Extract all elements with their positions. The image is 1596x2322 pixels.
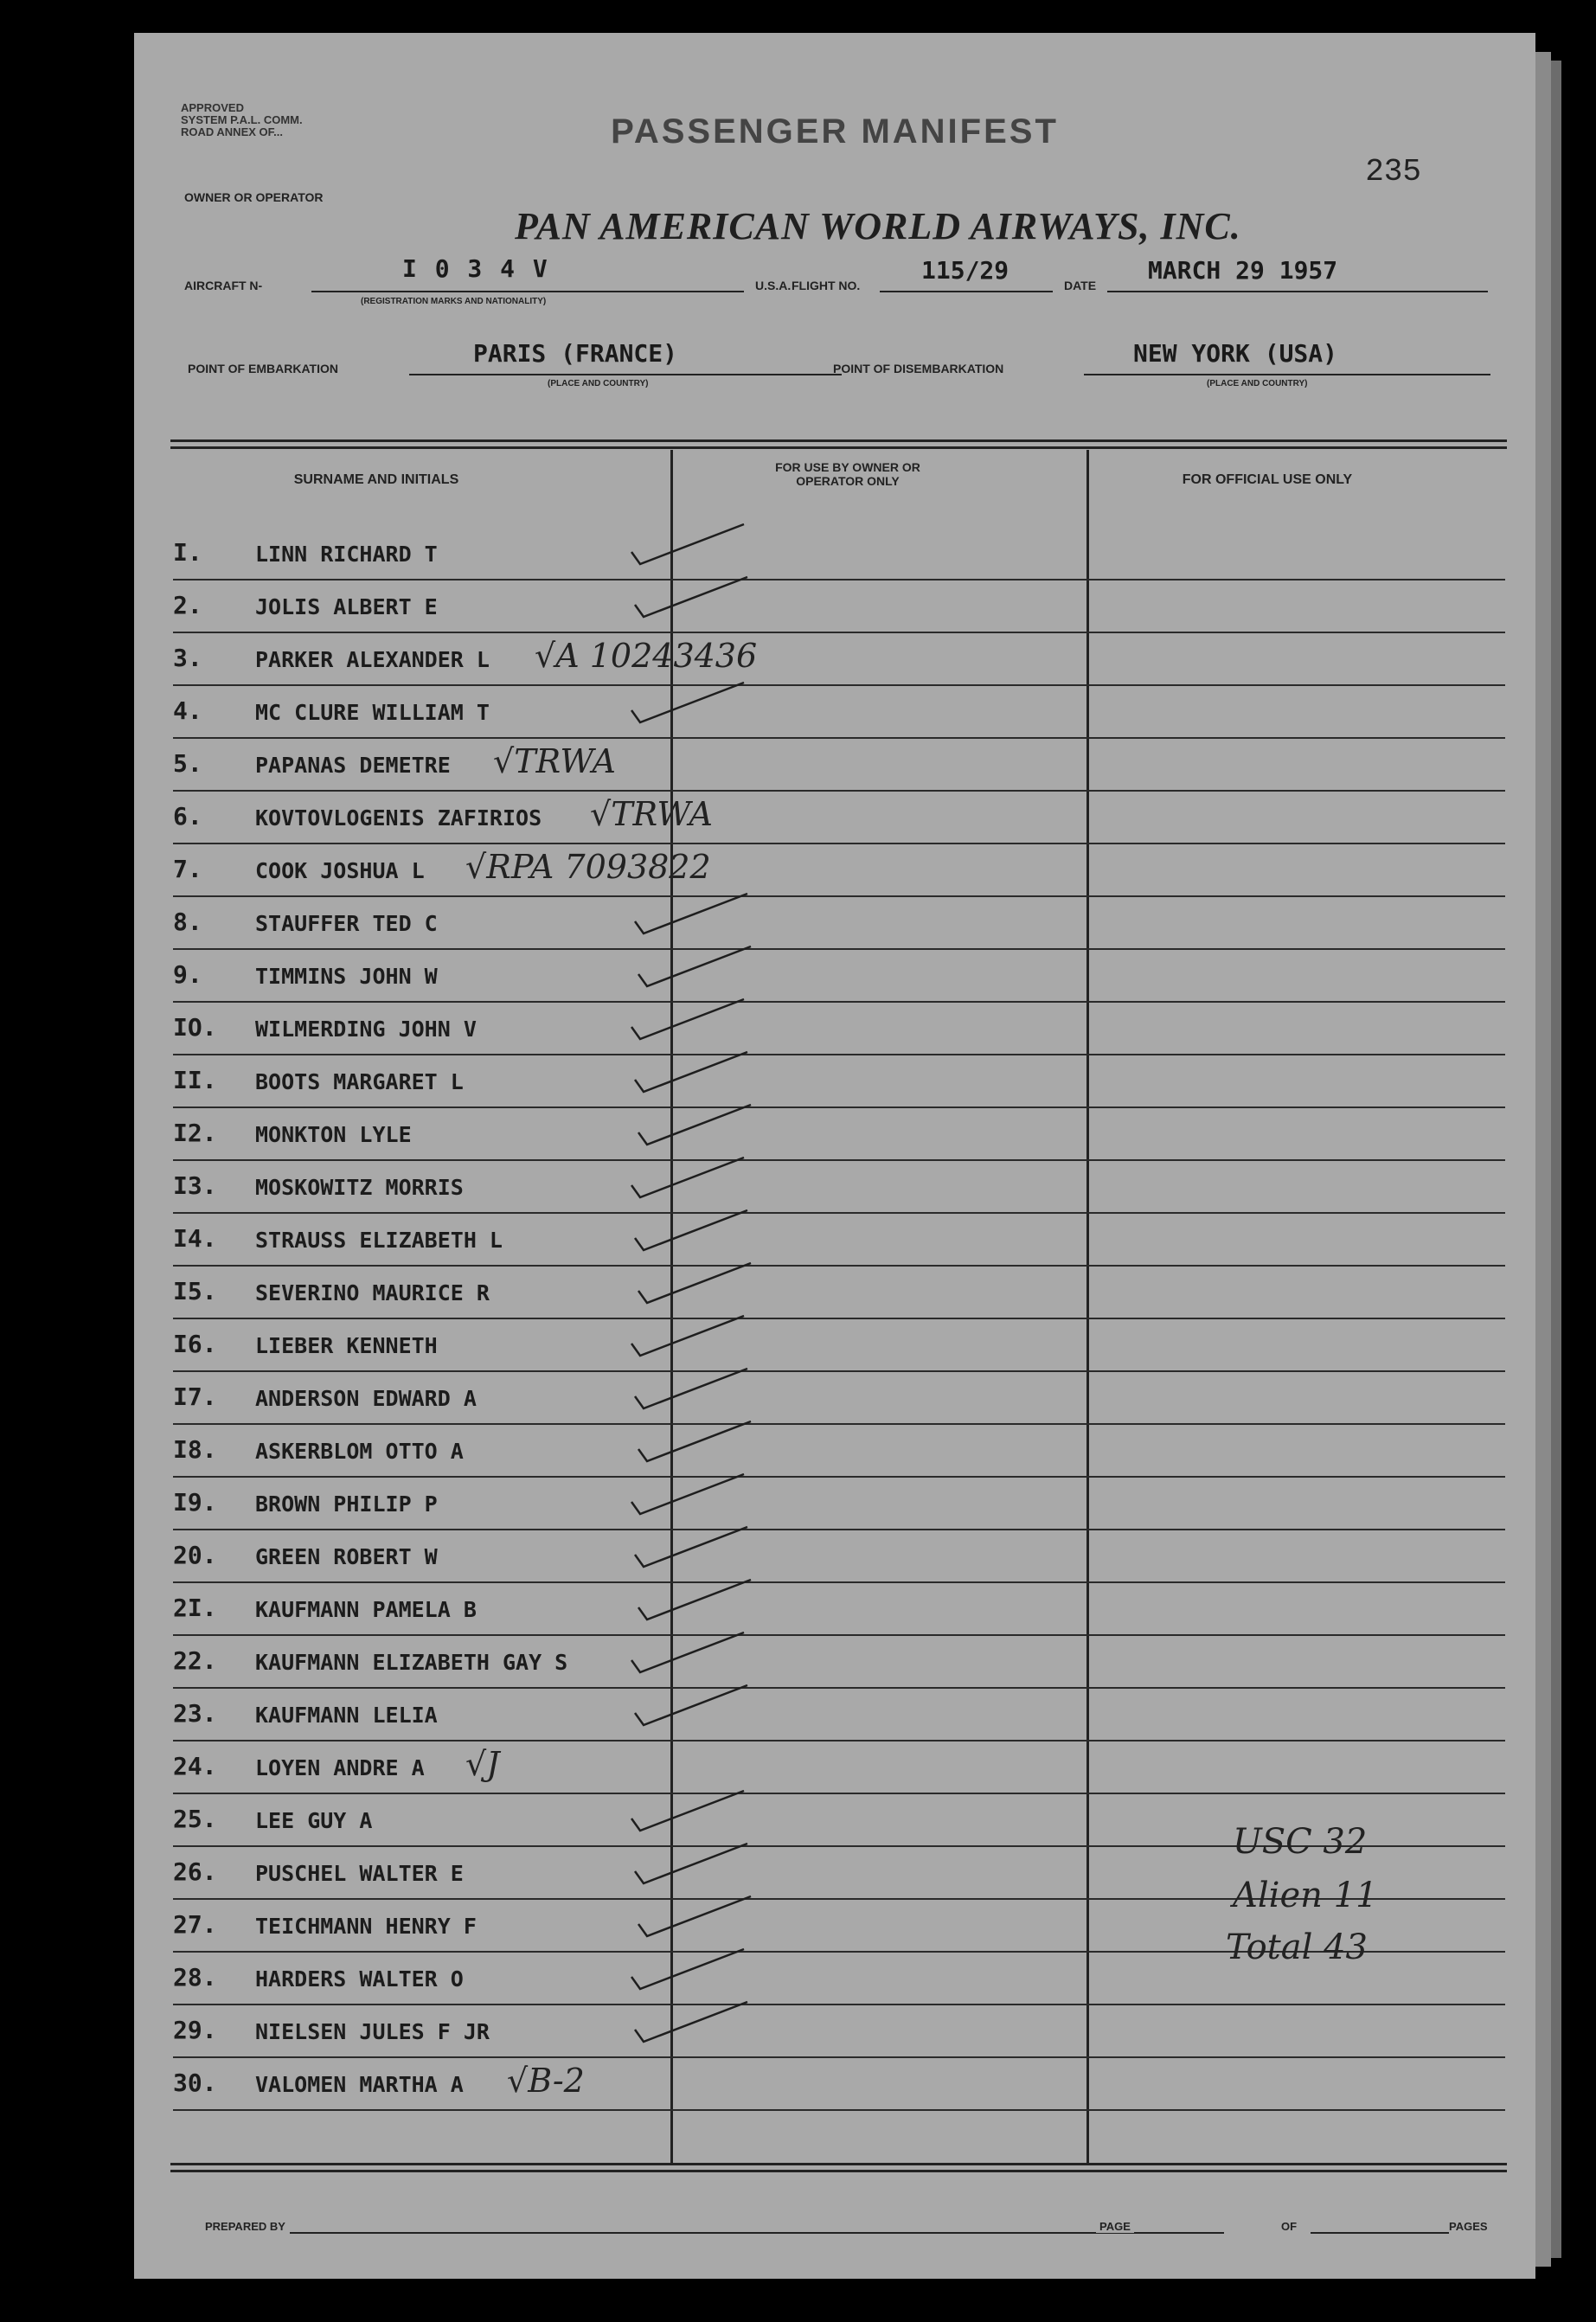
prepared-by-label: PREPARED BY (205, 2220, 285, 2233)
passenger-name: PAPANAS DEMETRE (255, 753, 451, 778)
passenger-name: LINN RICHARD T (255, 542, 438, 567)
official-note-usc: USC 32 (1233, 1822, 1368, 1862)
row-number: 2I. (173, 1594, 217, 1622)
row-number: 20. (173, 1541, 217, 1569)
check-mark (635, 1369, 747, 1408)
check-mark (631, 1949, 744, 1989)
passenger-name: JOLIS ALBERT E (255, 594, 438, 619)
row-number: 2. (173, 591, 202, 619)
aircraft-sub: (REGISTRATION MARKS AND NATIONALITY) (361, 297, 547, 306)
passenger-name: GREEN ROBERT W (255, 1544, 438, 1569)
check-mark (631, 1316, 744, 1356)
passenger-name: COOK JOSHUA L (255, 858, 425, 883)
passenger-name: MC CLURE WILLIAM T (255, 700, 490, 725)
passenger-name: LEE GUY A (255, 1808, 373, 1833)
check-mark (638, 1421, 751, 1461)
passenger-name: STRAUSS ELIZABETH L (255, 1228, 503, 1253)
aircraft-value: I 0 3 4 V (402, 254, 549, 283)
row-number: I2. (173, 1119, 217, 1147)
date-value: MARCH 29 1957 (1148, 256, 1338, 285)
passenger-name: BROWN PHILIP P (255, 1491, 438, 1517)
row-number: IO. (173, 1013, 217, 1042)
passenger-note: √RPA 7093822 (465, 848, 711, 886)
official-note-total: Total 43 (1226, 1928, 1368, 1967)
passenger-name: MOSKOWITZ MORRIS (255, 1175, 464, 1200)
passenger-name: HARDERS WALTER O (255, 1966, 464, 1992)
row-number: 27. (173, 1910, 217, 1939)
row-number: 3. (173, 644, 202, 672)
check-mark (635, 1685, 747, 1725)
passenger-name: LIEBER KENNETH (255, 1333, 438, 1358)
passenger-name: NIELSEN JULES F JR (255, 2019, 490, 2044)
owner-label: OWNER OR OPERATOR (184, 190, 324, 204)
embark-value: PARIS (FRANCE) (473, 339, 678, 368)
check-mark (631, 524, 744, 564)
row-number: II. (173, 1066, 217, 1094)
passenger-name: KAUFMANN LELIA (255, 1703, 438, 1728)
row-number: 30. (173, 2069, 217, 2097)
aircraft-label: AIRCRAFT N- (184, 279, 263, 292)
check-mark (635, 2002, 747, 2042)
check-mark (635, 1210, 747, 1250)
row-number: 6. (173, 802, 202, 831)
col-official-use: FOR OFFICIAL USE ONLY (1182, 472, 1353, 487)
pages-label: PAGES (1449, 2220, 1488, 2233)
row-number: I3. (173, 1171, 217, 1200)
check-marks (134, 33, 1535, 2279)
check-mark (638, 1896, 751, 1936)
owner-value: PAN AMERICAN WORLD AIRWAYS, INC. (515, 205, 1241, 247)
check-mark (631, 999, 744, 1039)
embark-sub: (PLACE AND COUNTRY) (548, 379, 649, 388)
passenger-name: TIMMINS JOHN W (255, 964, 438, 989)
row-number: I5. (173, 1277, 217, 1305)
row-number: 29. (173, 2016, 217, 2044)
date-label: DATE (1064, 279, 1097, 292)
check-mark (638, 1105, 751, 1145)
passenger-name: KOVTOVLOGENIS ZAFIRIOS (255, 805, 542, 831)
passenger-note: √J (465, 1745, 500, 1783)
usa-label: U.S.A. (755, 279, 792, 292)
row-number: I7. (173, 1382, 217, 1411)
flight-value: 115/29 (921, 256, 1010, 285)
passenger-name: KAUFMANN ELIZABETH GAY S (255, 1650, 568, 1675)
passenger-name: MONKTON LYLE (255, 1122, 412, 1147)
row-number: 7. (173, 855, 202, 883)
check-mark (635, 894, 747, 933)
of-label: OF (1278, 2220, 1300, 2233)
col-surname: SURNAME AND INITIALS (293, 472, 459, 487)
col-owner-use: FOR USE BY OWNER OR OPERATOR ONLY (775, 460, 920, 488)
check-mark (638, 1580, 751, 1620)
manifest-page (134, 33, 1535, 2279)
row-number: 4. (173, 696, 202, 725)
check-mark (635, 1844, 747, 1883)
flight-label: FLIGHT NO. (792, 279, 861, 292)
check-mark (635, 1052, 747, 1092)
row-number: I. (173, 538, 202, 567)
passenger-name: WILMERDING JOHN V (255, 1017, 477, 1042)
check-mark (635, 1527, 747, 1567)
check-mark (631, 1632, 744, 1672)
passenger-name: ASKERBLOM OTTO A (255, 1439, 464, 1464)
passenger-name: KAUFMANN PAMELA B (255, 1597, 477, 1622)
check-mark (635, 577, 747, 617)
passenger-name: PUSCHEL WALTER E (255, 1861, 464, 1886)
paper-edge-shadow (1551, 61, 1561, 2258)
row-number: 25. (173, 1805, 217, 1833)
passenger-note: √TRWA (590, 795, 713, 833)
row-number: I9. (173, 1488, 217, 1517)
passenger-name: BOOTS MARGARET L (255, 1069, 464, 1094)
page-number: 235 (1365, 154, 1421, 189)
passenger-note: √B-2 (507, 2062, 585, 2100)
disembark-sub: (PLACE AND COUNTRY) (1207, 379, 1308, 388)
row-number: 28. (173, 1963, 217, 1992)
check-mark (638, 1263, 751, 1303)
passenger-name: STAUFFER TED C (255, 911, 438, 936)
passenger-name: ANDERSON EDWARD A (255, 1386, 477, 1411)
official-note-alien: Alien 11 (1233, 1876, 1378, 1915)
row-number: 8. (173, 908, 202, 936)
check-mark (638, 946, 751, 986)
row-number: 26. (173, 1857, 217, 1886)
passenger-note: √TRWA (493, 742, 616, 780)
check-mark (631, 1158, 744, 1197)
passenger-name: VALOMEN MARTHA A (255, 2072, 464, 2097)
check-mark (631, 1791, 744, 1831)
paper-edge (1535, 52, 1551, 2267)
embark-label: POINT OF EMBARKATION (188, 362, 338, 375)
row-number: 5. (173, 749, 202, 778)
disembark-label: POINT OF DISEMBARKATION (833, 362, 1004, 375)
document-title: PASSENGER MANIFEST (611, 112, 1059, 151)
row-number: 22. (173, 1646, 217, 1675)
passenger-name: PARKER ALEXANDER L (255, 647, 490, 672)
passenger-name: TEICHMANN HENRY F (255, 1914, 477, 1939)
row-number: 9. (173, 960, 202, 989)
row-number: I4. (173, 1224, 217, 1253)
approval-stamp: APPROVED SYSTEM P.A.L. COMM. ROAD ANNEX OF... (181, 101, 303, 138)
row-number: I8. (173, 1435, 217, 1464)
row-number: 24. (173, 1752, 217, 1780)
row-number: I6. (173, 1330, 217, 1358)
row-number: 23. (173, 1699, 217, 1728)
passenger-note: √A 10243436 (535, 637, 758, 675)
check-mark (631, 1474, 744, 1514)
check-mark (631, 683, 744, 722)
disembark-value: NEW YORK (USA) (1133, 339, 1338, 368)
passenger-name: SEVERINO MAURICE R (255, 1280, 490, 1305)
passenger-name: LOYEN ANDRE A (255, 1755, 425, 1780)
page-label: PAGE (1096, 2220, 1134, 2233)
